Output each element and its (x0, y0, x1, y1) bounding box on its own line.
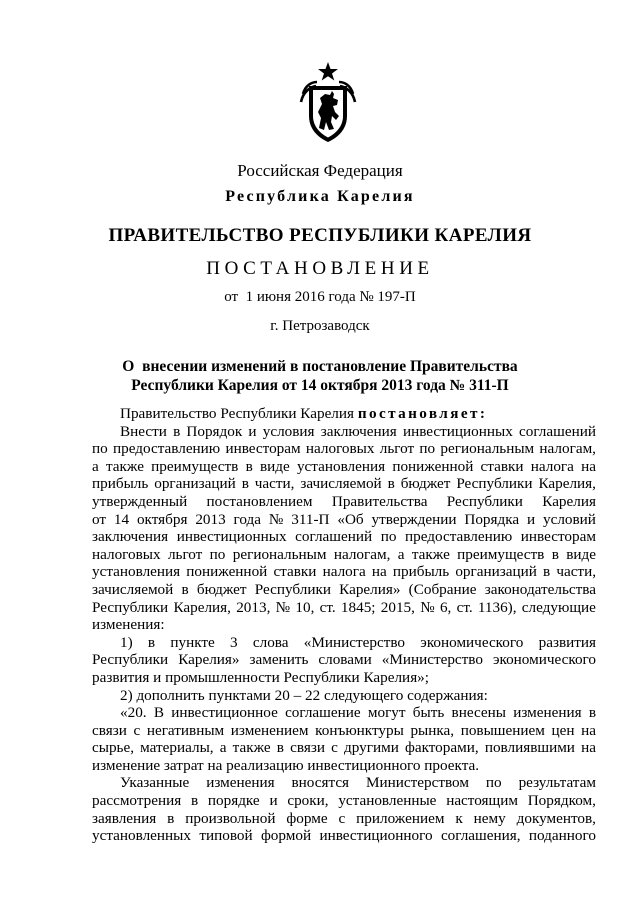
body-line (92, 704, 596, 722)
body-word: прибыль (392, 563, 450, 581)
body-word: по (92, 440, 108, 458)
body-word: виде (259, 457, 290, 475)
body-word: изменения (513, 704, 582, 722)
body-word: зачисляемой (300, 475, 382, 493)
body-word: виде (566, 545, 596, 563)
body-word: соглашений (295, 528, 373, 546)
body-word: в (588, 704, 596, 722)
body-word: преимуществ (151, 457, 239, 475)
body-word: с (331, 739, 338, 757)
body-word: внесены (451, 704, 506, 722)
body-word: настоящим (446, 792, 518, 810)
body-word: установленных (92, 827, 191, 845)
body-word: прибыль (92, 475, 149, 493)
body-word: Карелия, (538, 475, 596, 493)
body-word: бюджет (196, 580, 247, 598)
body-word: по (485, 774, 502, 792)
body-word: и (527, 510, 536, 528)
body-line: изменение затрат на реализацию инвестиционного проекта. (92, 756, 480, 774)
body-word: в (173, 422, 181, 440)
body-word: бюджет (400, 475, 451, 493)
body-word: в (190, 792, 199, 810)
body-word: инвестиционных (402, 422, 513, 440)
body-word: региональным (440, 440, 535, 458)
body-word: заключения (92, 528, 169, 546)
body-word: по (380, 528, 397, 546)
body-word: утвержденный (92, 492, 188, 510)
body-word: форме (286, 809, 328, 827)
body-word: слова (252, 633, 289, 651)
body-word: связи (290, 739, 325, 757)
body-word: пункте (170, 633, 215, 651)
body-line (92, 546, 596, 564)
body-word: льгот (379, 440, 415, 458)
body-word: инвестиционное (171, 704, 278, 722)
body-word: инвестиционных (176, 528, 287, 546)
body-word: формой (260, 827, 312, 845)
body-word: Порядок (186, 422, 243, 440)
body-word: части, (556, 563, 596, 581)
body-line (92, 581, 596, 599)
body-word: налоговых (305, 440, 375, 458)
body-line (92, 528, 596, 546)
body-word: материалы, (140, 739, 214, 757)
body-word: также (411, 545, 450, 563)
body-word: условия (262, 422, 315, 440)
body-word: налоговых (92, 545, 161, 563)
body-word: ставки (273, 563, 317, 581)
body-word: Республики (446, 492, 523, 510)
body-word: Карелия» (339, 580, 401, 598)
subject-line: О внесении изменений в постановление Правительства (122, 358, 518, 375)
body-line: 2) дополнить пунктами 20 – 22 следующего содержания: (120, 686, 488, 704)
body-word: региональным (232, 545, 327, 563)
body-word: документов, (516, 809, 596, 827)
body-word: и (269, 792, 278, 810)
body-word: ст. (456, 598, 473, 616)
body-line: изменения: (92, 616, 165, 634)
body-word: экономического (492, 651, 596, 669)
body-word: приложением (356, 809, 445, 827)
body-word: в (387, 475, 395, 493)
body-word: словами (318, 651, 372, 669)
body-word: Карелия» (178, 651, 240, 669)
body-word: 2013, (236, 598, 271, 616)
body-word: 2015, (380, 598, 415, 616)
document-subject (0, 357, 640, 395)
body-word: пониженной (392, 457, 474, 475)
body-word: установления (296, 457, 386, 475)
body-word: изменения (206, 774, 275, 792)
government-title: ПРАВИТЕЛЬСТВО РЕСПУБЛИКИ КАРЕЛИЯ (108, 225, 532, 246)
body-word: части, (254, 475, 295, 493)
body-word: заменить (249, 651, 309, 669)
body-line (92, 792, 596, 810)
body-word: а (219, 739, 227, 757)
body-word: заключения (320, 422, 397, 440)
body-word: утверждении (371, 510, 457, 528)
body-word: поданного (528, 827, 596, 845)
body-word: изменением (230, 721, 309, 739)
body-word: инвестиционного (319, 827, 433, 845)
document-type: ПОСТАНОВЛЕНИЕ (206, 258, 434, 279)
body-word: ст. (319, 598, 336, 616)
body-word: 1136), (477, 598, 517, 616)
body-word: Порядком, (527, 792, 596, 810)
body-word: на (581, 739, 596, 757)
body-word: Указанные (120, 774, 190, 792)
body-word: 2013 (195, 510, 226, 528)
body-word: преимуществ (457, 545, 545, 563)
body-word: сырье, (92, 739, 135, 757)
body-word: по (419, 440, 436, 458)
body-line (92, 563, 596, 581)
body-word: предоставлению (405, 528, 513, 546)
body-word: Карелия (542, 492, 596, 510)
body-word: инвесторам (225, 440, 301, 458)
body-word: Министерством (365, 774, 469, 792)
document-body (92, 405, 596, 845)
body-word: и (248, 422, 257, 440)
body-word: рынка, (410, 721, 455, 739)
body-word: организаций (154, 475, 236, 493)
body-word: Республики (92, 598, 169, 616)
body-word: в (551, 545, 559, 563)
body-word: рассмотрения (92, 792, 182, 810)
body-word: постановлением (206, 492, 313, 510)
body-word: «20. (120, 704, 147, 722)
body-word: в (241, 475, 249, 493)
document-date: от 1 июня 2016 года № 197-П (224, 289, 416, 305)
body-word: вносятся (291, 774, 350, 792)
body-line (92, 810, 596, 828)
body-word: зачисляемой (92, 580, 174, 598)
body-word: установления (92, 563, 181, 581)
body-line (92, 722, 596, 740)
body-line (92, 599, 596, 617)
body-line (92, 827, 596, 845)
body-word: 6, (439, 598, 452, 616)
body-word: от (92, 510, 107, 528)
body-word: № (420, 598, 435, 616)
body-word: В (153, 704, 164, 722)
body-word: Порядка (464, 510, 520, 528)
body-word: также (105, 457, 144, 475)
body-word: факторами, (404, 739, 479, 757)
body-line (92, 651, 596, 669)
body-word: 1) (120, 633, 133, 651)
body-word: экономического (420, 633, 524, 651)
body-word: Республики (254, 580, 331, 598)
body-word: инвесторам (520, 528, 596, 546)
body-word: типовой (199, 827, 253, 845)
body-word: на (371, 563, 387, 581)
body-word: «Министерство (381, 651, 483, 669)
body-word: по (209, 545, 226, 563)
body-line (92, 423, 596, 441)
body-word: 3 (230, 633, 238, 651)
body-word: организаций (455, 563, 537, 581)
body-word: соглашения, (440, 827, 521, 845)
body-word: в (147, 633, 156, 651)
body-word: Республики (456, 475, 533, 493)
body-word: № (275, 598, 291, 616)
body-word: с (338, 809, 346, 827)
body-word: в (276, 739, 284, 757)
body-word: негативным (146, 721, 225, 739)
body-word: цен (551, 721, 575, 739)
preamble (92, 405, 596, 423)
body-word: в (167, 809, 175, 827)
body-word: повлиявшими (484, 739, 575, 757)
body-word: в (245, 457, 253, 475)
body-word: «Об (337, 510, 364, 528)
body-word: нему (473, 809, 506, 827)
body-word: налогам, (539, 440, 596, 458)
country-name: Российская Федерация (237, 161, 403, 180)
subject-line: Республики Карелия от 14 октября 2013 года № 311-П (131, 377, 509, 394)
body-word: с (133, 721, 141, 739)
body-word: в (181, 580, 189, 598)
body-line (92, 440, 596, 458)
preamble-verb: постановляет: (357, 405, 488, 422)
body-word: а (92, 457, 99, 475)
body-word: также (232, 739, 271, 757)
body-word: произвольной (185, 809, 276, 827)
body-word: к (455, 809, 463, 827)
body-word: пониженной (186, 563, 268, 581)
body-line (92, 511, 596, 529)
body-word: развития (538, 633, 596, 651)
body-word: а (397, 545, 405, 563)
body-word: ставки (480, 457, 524, 475)
body-word: повышением (460, 721, 545, 739)
body-word: соглашений (519, 422, 596, 440)
preamble-text: Правительство Республики Карелия (120, 405, 358, 422)
body-word: связи (92, 721, 127, 739)
body-word: Республики (92, 651, 169, 669)
body-word: быть (412, 704, 445, 722)
body-word: налогам, (333, 545, 391, 563)
body-word: результатам (518, 774, 596, 792)
body-word: следующие (521, 598, 596, 616)
body-line (92, 493, 596, 511)
body-line (92, 475, 596, 493)
body-word: предоставлению (113, 440, 221, 458)
body-line (92, 634, 596, 652)
body-word: законодательства (484, 580, 596, 598)
body-word: № (268, 510, 284, 528)
body-word: налога (530, 457, 574, 475)
body-word: «Министерство (303, 633, 406, 651)
body-line (92, 739, 596, 757)
body-word: налога (322, 563, 366, 581)
body-word: Внести (120, 422, 167, 440)
body-word: года (233, 510, 262, 528)
republic-name: Республика Карелия (225, 188, 415, 205)
body-word: 1845; (340, 598, 376, 616)
body-word: в (543, 563, 551, 581)
body-word: могут (367, 704, 406, 722)
body-word: (Собрание (408, 580, 477, 598)
body-word: условий (543, 510, 596, 528)
body-line (92, 458, 596, 476)
body-word: 10, (295, 598, 315, 616)
coat-of-arms-emblem (297, 60, 359, 144)
body-word: октября (136, 510, 188, 528)
body-word: соглашение (285, 704, 361, 722)
body-word: 14 (113, 510, 130, 528)
body-word: на (581, 457, 596, 475)
document-city: г. Петрозаводск (270, 318, 370, 334)
body-word: конъюнктуры (315, 721, 404, 739)
body-word: на (581, 721, 596, 739)
body-word: другими (344, 739, 399, 757)
body-line (92, 774, 596, 792)
body-word: Правительства (331, 492, 428, 510)
body-word: порядке (207, 792, 260, 810)
body-word: 311-П (291, 510, 330, 528)
body-word: сроки, (287, 792, 329, 810)
body-word: установленные (338, 792, 437, 810)
body-line: развития и промышленности Республики Карелия»; (92, 668, 429, 686)
body-word: Карелия, (173, 598, 231, 616)
body-word: льгот (167, 545, 203, 563)
body-word: заявления (92, 809, 157, 827)
